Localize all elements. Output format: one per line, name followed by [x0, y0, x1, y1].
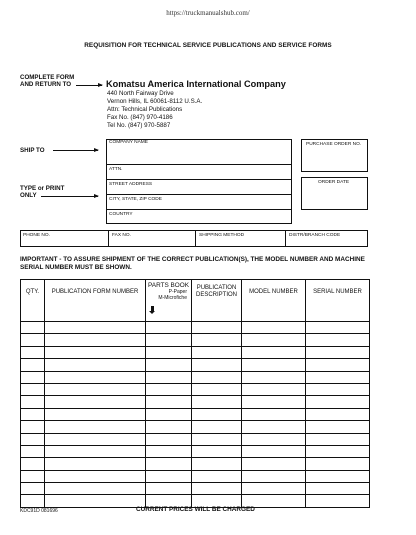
company-name: Komatsu America International Company — [106, 79, 286, 89]
table-header-row — [21, 280, 370, 322]
form-number-cell[interactable] — [45, 359, 146, 371]
parts-book-cell[interactable] — [146, 383, 192, 395]
description-cell[interactable] — [192, 408, 242, 420]
model-number-cell[interactable] — [242, 383, 306, 395]
serial-number-cell[interactable] — [306, 396, 370, 408]
company-name-field[interactable]: COMPANY NAME — [109, 140, 149, 145]
description-cell[interactable] — [192, 359, 242, 371]
form-number-cell[interactable] — [45, 445, 146, 457]
parts-book-cell[interactable] — [146, 346, 192, 358]
qty-cell[interactable] — [21, 421, 45, 433]
parts-book-cell[interactable] — [146, 470, 192, 482]
qty-cell[interactable] — [21, 408, 45, 420]
parts-book-cell[interactable] — [146, 421, 192, 433]
qty-cell[interactable] — [21, 359, 45, 371]
divider — [285, 230, 286, 247]
form-number-cell[interactable] — [45, 470, 146, 482]
serial-number-cell[interactable] — [306, 334, 370, 346]
form-number-cell[interactable] — [45, 346, 146, 358]
model-number-cell[interactable] — [242, 396, 306, 408]
address-line: Vernon Hills, IL 60061-8112 U.S.A. — [107, 98, 203, 106]
qty-cell[interactable] — [21, 433, 45, 445]
form-number-cell[interactable] — [45, 334, 146, 346]
city-state-zip-field[interactable]: CITY, STATE, ZIP CODE — [109, 197, 162, 202]
description-cell[interactable] — [192, 396, 242, 408]
table-row — [21, 396, 370, 408]
table-row — [21, 322, 370, 334]
description-cell[interactable] — [192, 483, 242, 495]
form-title: REQUISITION FOR TECHNICAL SERVICE PUBLICATIONS AND SERVICE FORMS — [84, 42, 332, 49]
qty-cell[interactable] — [21, 334, 45, 346]
table-row — [21, 458, 370, 470]
qty-cell[interactable] — [21, 371, 45, 383]
phone-field[interactable]: PHONE NO. — [23, 233, 50, 238]
fax-field[interactable]: FAX NO. — [112, 233, 131, 238]
parts-book-cell[interactable] — [146, 458, 192, 470]
parts-book-cell[interactable] — [146, 445, 192, 457]
parts-book-cell[interactable] — [146, 334, 192, 346]
model-number-cell[interactable] — [242, 470, 306, 482]
divider — [108, 230, 109, 247]
model-number-cell[interactable] — [242, 322, 306, 334]
down-arrow-icon — [151, 306, 154, 311]
prices-note: CURRENT PRICES WILL BE CHARGED — [136, 506, 255, 513]
attn-field[interactable]: ATTN. — [109, 167, 123, 172]
parts-book-cell[interactable] — [146, 322, 192, 334]
serial-number-cell[interactable] — [306, 445, 370, 457]
parts-book-header: PARTS BOOK P-Paper M-Microfiche — [146, 280, 192, 322]
form-number-cell[interactable] — [45, 495, 146, 507]
address-line: 440 North Fairway Drive — [107, 90, 174, 97]
ship-to-arrow — [53, 150, 98, 151]
parts-book-cell[interactable] — [146, 396, 192, 408]
table-row — [21, 334, 370, 346]
address-line: Attn: Technical Publications — [107, 106, 183, 114]
table-row — [21, 408, 370, 420]
serial-number-cell[interactable] — [306, 495, 370, 507]
qty-header: QTY. — [21, 280, 45, 322]
description-cell[interactable] — [192, 458, 242, 470]
divider — [195, 230, 196, 247]
serial-number-header: SERIAL NUMBER — [306, 280, 370, 322]
parts-book-cell[interactable] — [146, 483, 192, 495]
description-cell[interactable] — [192, 322, 242, 334]
model-number-cell[interactable] — [242, 445, 306, 457]
divider — [106, 164, 292, 165]
qty-cell[interactable] — [21, 458, 45, 470]
parts-book-cell[interactable] — [146, 371, 192, 383]
qty-cell[interactable] — [21, 495, 45, 507]
model-number-cell[interactable] — [242, 346, 306, 358]
form-number-cell[interactable] — [45, 396, 146, 408]
source-url: https://truckmanualshub.com/ — [166, 9, 250, 17]
table-row — [21, 445, 370, 457]
serial-number-cell[interactable] — [306, 421, 370, 433]
purchase-order-label: PURCHASE ORDER NO. — [306, 142, 362, 147]
model-number-cell[interactable] — [242, 458, 306, 470]
complete-form-label: COMPLETE FORM AND RETURN TO — [20, 74, 75, 89]
description-cell[interactable] — [192, 371, 242, 383]
table-row — [21, 470, 370, 482]
description-cell[interactable] — [192, 470, 242, 482]
serial-number-cell[interactable] — [306, 359, 370, 371]
table-row — [21, 421, 370, 433]
model-number-cell[interactable] — [242, 334, 306, 346]
distr-branch-field[interactable]: DISTR/BRANCH CODE — [289, 233, 341, 238]
address-line: Fax No. (847) 970-4186 — [107, 114, 173, 122]
country-field[interactable]: COUNTRY — [109, 212, 133, 217]
model-number-cell[interactable] — [242, 359, 306, 371]
qty-cell[interactable] — [21, 346, 45, 358]
table-row — [21, 433, 370, 445]
serial-number-cell[interactable] — [306, 322, 370, 334]
description-header: PUBLICATION DESCRIPTION — [192, 280, 242, 322]
table-row — [21, 371, 370, 383]
qty-cell[interactable] — [21, 470, 45, 482]
qty-cell[interactable] — [21, 383, 45, 395]
form-number-header: PUBLICATION FORM NUMBER — [45, 280, 146, 322]
order-date-label: ORDER DATE — [318, 180, 350, 185]
form-code: KDC91D 081696 — [20, 508, 58, 514]
model-number-cell[interactable] — [242, 433, 306, 445]
form-number-cell[interactable] — [45, 458, 146, 470]
form-number-cell[interactable] — [45, 371, 146, 383]
table-row — [21, 483, 370, 495]
address-line: Tel No. (847) 970-5887 — [107, 122, 171, 130]
serial-number-cell[interactable] — [306, 346, 370, 358]
description-cell[interactable] — [192, 445, 242, 457]
shipping-method-field[interactable]: SHIPPING METHOD — [199, 233, 245, 238]
qty-cell[interactable] — [21, 445, 45, 457]
form-number-cell[interactable] — [45, 322, 146, 334]
model-number-cell[interactable] — [242, 408, 306, 420]
type-print-arrow — [41, 196, 98, 197]
table-row — [21, 383, 370, 395]
model-number-cell[interactable] — [242, 483, 306, 495]
model-number-header: MODEL NUMBER — [242, 280, 306, 322]
divider — [106, 179, 292, 180]
return-arrow — [76, 85, 102, 86]
table-row — [21, 346, 370, 358]
qty-cell[interactable] — [21, 322, 45, 334]
serial-number-cell[interactable] — [306, 458, 370, 470]
description-cell[interactable] — [192, 346, 242, 358]
serial-number-cell[interactable] — [306, 470, 370, 482]
type-print-label: TYPE or PRINT ONLY — [20, 185, 65, 200]
description-cell[interactable] — [192, 334, 242, 346]
ship-to-label: SHIP TO — [20, 147, 45, 154]
description-cell[interactable] — [192, 421, 242, 433]
qty-cell[interactable] — [21, 396, 45, 408]
serial-number-cell[interactable] — [306, 433, 370, 445]
parts-book-cell[interactable] — [146, 433, 192, 445]
divider — [106, 194, 292, 195]
parts-book-cell[interactable] — [146, 408, 192, 420]
items-table — [20, 279, 370, 508]
serial-number-cell[interactable] — [306, 483, 370, 495]
model-number-cell[interactable] — [242, 421, 306, 433]
parts-book-cell[interactable] — [146, 359, 192, 371]
serial-number-cell[interactable] — [306, 383, 370, 395]
serial-number-cell[interactable] — [306, 408, 370, 420]
model-number-cell[interactable] — [242, 371, 306, 383]
qty-cell[interactable] — [21, 483, 45, 495]
important-notice: IMPORTANT - TO ASSURE SHIPMENT OF THE CORRECT PUBLICATION(S), THE MODEL NUMBER AND MACHINE SERIAL NUMBER MUST BE SHOWN. — [20, 256, 365, 272]
divider — [106, 209, 292, 210]
form-number-cell[interactable] — [45, 383, 146, 395]
form-number-cell[interactable] — [45, 421, 146, 433]
street-address-field[interactable]: STREET ADDRESS — [109, 182, 153, 187]
form-number-cell[interactable] — [45, 433, 146, 445]
serial-number-cell[interactable] — [306, 371, 370, 383]
company-address — [107, 90, 202, 130]
table-row — [21, 359, 370, 371]
description-cell[interactable] — [192, 383, 242, 395]
form-number-cell[interactable] — [45, 408, 146, 420]
description-cell[interactable] — [192, 433, 242, 445]
form-number-cell[interactable] — [45, 483, 146, 495]
